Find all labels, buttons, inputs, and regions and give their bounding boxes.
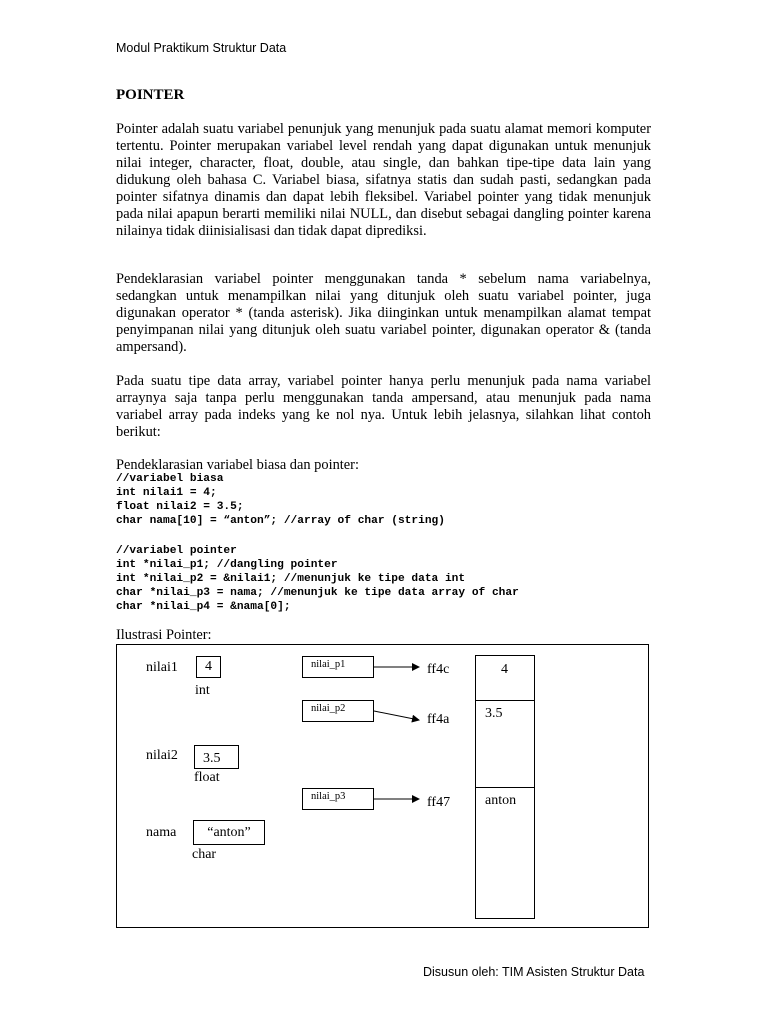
paragraph-pointer-declaration: Pendeklarasian variabel pointer menggunakan tanda * sebelum nama variabelnya, sedangkan untuk menampilkan nilai yang ditunjuk oleh suatu variabel pointer, juga digunakan operator * (tanda asterisk). Jika diinginkan untuk menampilkan alamat tempat penyimpanan nilai yang ditunjuk oleh suatu variabel pointer, digunakan operator & (tanda ampersand). — [116, 271, 651, 355]
module-header: Modul Praktikum Struktur Data — [116, 41, 287, 55]
variable-box-nilai2: 3.5 — [194, 745, 239, 769]
address-label-ff4a: ff4a — [427, 712, 450, 727]
example-intro: Pendeklarasian variabel biasa dan pointer: — [116, 457, 359, 473]
memory-cell-value-4: 4 — [501, 662, 508, 677]
memory-divider — [476, 787, 534, 788]
variable-box-nilai1: 4 — [196, 656, 221, 678]
variable-type-nilai1: int — [195, 683, 210, 698]
address-label-ff47: ff47 — [427, 795, 451, 810]
code-block-regular-variables: //variabel biasa int nilai1 = 4; float nilai2 = 3.5; char nama[10] = “anton”; //array of char (string) — [116, 473, 445, 527]
section-title: POINTER — [116, 87, 185, 103]
pointer-box-nilai-p1: nilai_p1 — [302, 656, 374, 678]
memory-cell-value-anton: anton — [485, 793, 517, 808]
variable-name-nilai2: nilai2 — [146, 748, 178, 763]
paragraph-array-pointer: Pada suatu tipe data array, variabel pointer hanya perlu menunjuk pada nama variabel arraynya saja tanpa perlu menggunakan tanda ampersand, atau menunjuk pada nama variabel array pada indeks yang ke nol nya. Untuk lebih jelasnya, silahkan lihat contoh berikut: — [116, 373, 651, 440]
memory-cell-value-3-5: 3.5 — [485, 706, 503, 721]
illustration-caption: Ilustrasi Pointer: — [116, 627, 212, 643]
pointer-box-nilai-p3: nilai_p3 — [302, 788, 374, 810]
variable-box-nama: “anton” — [193, 820, 265, 845]
variable-type-nama: char — [192, 847, 217, 862]
variable-type-nilai2: float — [194, 770, 220, 785]
memory-divider — [476, 700, 534, 701]
code-block-pointer-variables: //variabel pointer int *nilai_p1; //dangling pointer int *nilai_p2 = &nilai1; //menunjuk ke tipe data int char *nilai_p3 = nama; //menunjuk ke tipe data array of char char *nilai_p4 = &nama[0]; — [116, 545, 519, 613]
address-label-ff4c: ff4c — [427, 662, 450, 677]
variable-name-nama: nama — [146, 825, 177, 840]
paragraph-pointer-definition: Pointer adalah suatu variabel penunjuk yang menunjuk pada suatu alamat memori komputer tertentu. Pointer merupakan variabel level rendah yang dapat digunakan untuk menunjuk nilai integer, character, float, double, atau single, dan bahkan tipe-tipe data lain yang didukung oleh bahasa C. Variabel biasa, sifatnya statis dan sudah pasti, sedangkan pada pointer sifatnya dinamis dan dapat lebih fleksibel. Variabel pointer yang tidak menunjuk pada nilai apapun berarti memiliki nilai NULL, dan disebut sebagai dangling pointer karena nilainya tidak diinisialisasi dan tidak dapat diprediksi. — [116, 121, 651, 239]
footer-credit: Disusun oleh: TIM Asisten Struktur Data — [423, 965, 645, 979]
memory-column — [475, 655, 535, 919]
variable-name-nilai1: nilai1 — [146, 660, 178, 675]
pointer-box-nilai-p2: nilai_p2 — [302, 700, 374, 722]
